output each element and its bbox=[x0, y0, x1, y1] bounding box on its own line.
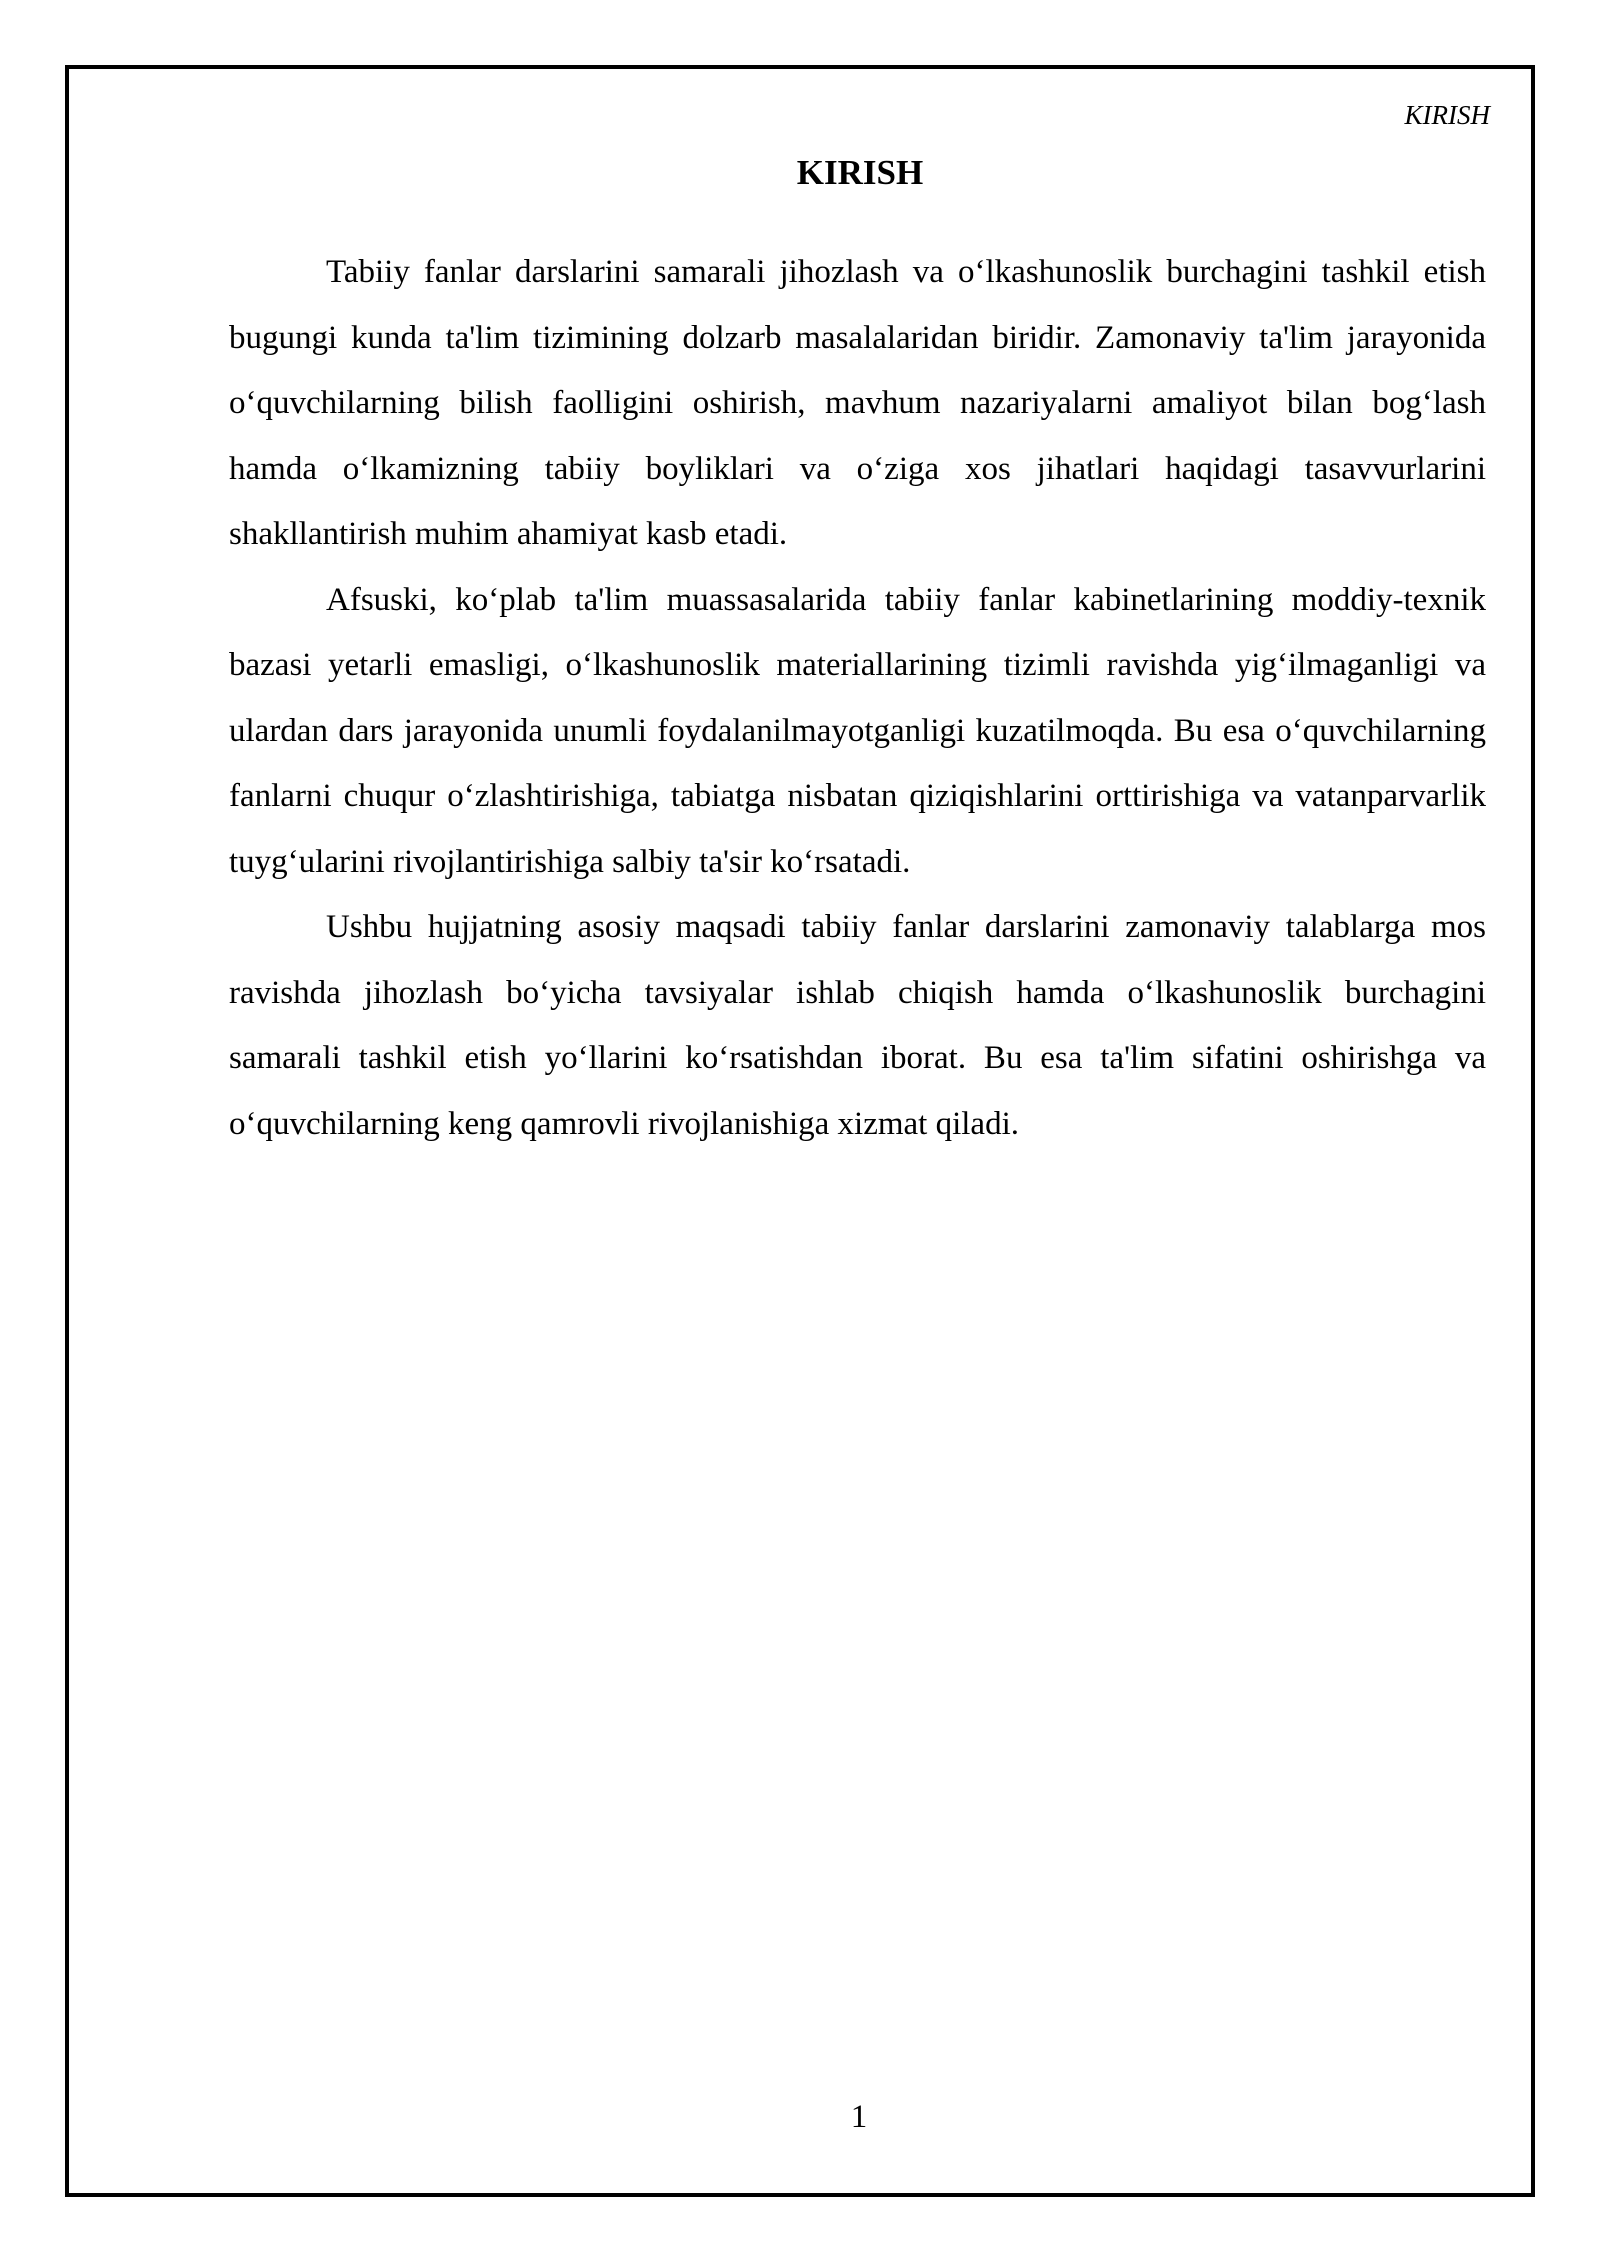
paragraph-goal: Ushbu hujjatning asosiy maqsadi tabiiy fanlar darslarini zamonaviy talablarga mos ravishda jihozlash bo‘yicha tavsiyalar ishlab chiqish hamda o‘lkashunoslik burchagini samarali tashkil etish yo‘llarini ko‘rsatishdan iborat. Bu esa ta'lim sifatini oshirishga va o‘quvchilarning keng qamrovli rivojlanishiga xizmat qiladi. bbox=[229, 909, 1486, 1142]
page-number: 1 bbox=[850, 2099, 868, 2135]
body-text bbox=[229, 240, 1486, 1157]
running-header: KIRISH bbox=[1404, 100, 1490, 130]
document-title: KIRISH bbox=[796, 153, 924, 192]
paragraph-intro: Tabiiy fanlar darslarini samarali jihozlash va o‘lkashunoslik burchagini tashkil etish bugungi kunda ta'lim tizimining dolzarb masalalaridan biridir. Zamonaviy ta'lim jarayonida o‘quvchilarning bilish faolligini oshirish, mavhum nazariyalarni amaliyot bilan bog‘lash hamda o‘lkamizning tabiiy boyliklari va o‘ziga xos jihatlari haqidagi tasavvurlarini shakllantirish muhim ahamiyat kasb etadi. bbox=[229, 254, 1486, 552]
paragraph-problem: Afsuski, ko‘plab ta'lim muassasalarida tabiiy fanlar kabinetlarining moddiy-texnik bazasi yetarli emasligi, o‘lkashunoslik materiallarining tizimli ravishda yig‘ilmaganligi va ulardan dars jarayonida unumli foydalanilmayotganligi kuzatilmoqda. Bu esa o‘quvchilarning fanlarni chuqur o‘zlashtirishiga, tabiatga nisbatan qiziqishlarini orttirishiga va vatanparvarlik tuyg‘ularini rivojlantirishiga salbiy ta'sir ko‘rsatadi. bbox=[229, 581, 1486, 880]
